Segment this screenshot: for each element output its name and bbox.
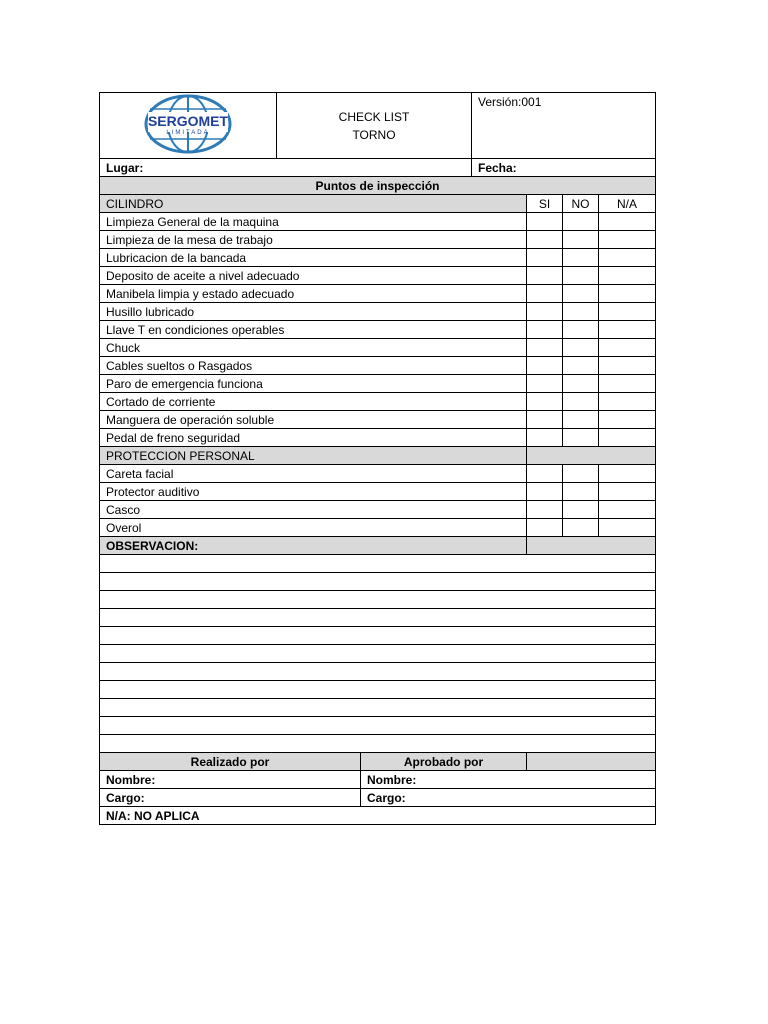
version-label: Versión:001 [472, 93, 656, 159]
header-row [100, 93, 656, 159]
place-field[interactable]: Lugar: [100, 159, 472, 177]
checklist-item: Cortado de corriente [100, 393, 527, 411]
observation-line-row [100, 735, 656, 753]
observation-line-row [100, 591, 656, 609]
done-by-heading: Realizado por [100, 753, 361, 771]
done-by-name-field[interactable]: Nombre: [100, 771, 361, 789]
proteccion-heading-fill [527, 447, 656, 465]
observacion-heading-fill [527, 537, 656, 555]
approved-by-name-field[interactable]: Nombre: [361, 771, 656, 789]
checklist-item-row [100, 303, 656, 321]
na-checkbox[interactable] [599, 249, 656, 267]
na-checkbox[interactable] [599, 411, 656, 429]
no-checkbox[interactable] [563, 519, 599, 537]
na-note: N/A: NO APLICA [100, 807, 656, 825]
checklist-item: Deposito de aceite a nivel adecuado [100, 267, 527, 285]
observation-line-row [100, 699, 656, 717]
na-checkbox[interactable] [599, 393, 656, 411]
checklist-item: Manguera de operación soluble [100, 411, 527, 429]
observation-line[interactable] [100, 645, 656, 663]
checklist-item-row [100, 339, 656, 357]
observation-line-row [100, 573, 656, 591]
observation-line[interactable] [100, 699, 656, 717]
col-no: NO [563, 195, 599, 213]
checklist-item: Cables sueltos o Rasgados [100, 357, 527, 375]
checklist-item-row [100, 465, 656, 483]
si-checkbox[interactable] [527, 501, 563, 519]
no-checkbox[interactable] [563, 285, 599, 303]
na-checkbox[interactable] [599, 231, 656, 249]
note-row [100, 807, 656, 825]
signature-header-row [100, 753, 656, 771]
no-checkbox[interactable] [563, 483, 599, 501]
checklist-sheet [99, 92, 655, 825]
si-checkbox[interactable] [527, 213, 563, 231]
checklist-item: Llave T en condiciones operables [100, 321, 527, 339]
observacion-heading: OBSERVACION: [100, 537, 527, 555]
si-checkbox[interactable] [527, 483, 563, 501]
si-checkbox[interactable] [527, 267, 563, 285]
no-checkbox[interactable] [563, 213, 599, 231]
no-checkbox[interactable] [563, 465, 599, 483]
observation-line-row [100, 555, 656, 573]
checklist-item: Protector auditivo [100, 483, 527, 501]
si-checkbox[interactable] [527, 393, 563, 411]
si-checkbox[interactable] [527, 411, 563, 429]
checklist-item-row [100, 249, 656, 267]
inspection-title-row [100, 177, 656, 195]
observation-line[interactable] [100, 717, 656, 735]
na-checkbox[interactable] [599, 321, 656, 339]
checklist-item-row [100, 231, 656, 249]
checklist-item: Limpieza General de la maquina [100, 213, 527, 231]
checklist-item: Casco [100, 501, 527, 519]
na-checkbox[interactable] [599, 465, 656, 483]
no-checkbox[interactable] [563, 411, 599, 429]
role-row [100, 789, 656, 807]
si-checkbox[interactable] [527, 357, 563, 375]
si-checkbox[interactable] [527, 249, 563, 267]
logo-cell [100, 93, 277, 159]
no-checkbox[interactable] [563, 339, 599, 357]
checklist-item: Careta facial [100, 465, 527, 483]
name-row [100, 771, 656, 789]
observation-line-row [100, 663, 656, 681]
no-checkbox[interactable] [563, 267, 599, 285]
si-checkbox[interactable] [527, 303, 563, 321]
checklist-item-row [100, 285, 656, 303]
proteccion-heading: PROTECCION PERSONAL [100, 447, 527, 465]
title-line-1: CHECK LIST [338, 109, 410, 124]
checklist-item-row [100, 357, 656, 375]
observation-line[interactable] [100, 663, 656, 681]
si-checkbox[interactable] [527, 465, 563, 483]
no-checkbox[interactable] [563, 393, 599, 411]
na-checkbox[interactable] [599, 375, 656, 393]
cilindro-header-row [100, 195, 656, 213]
done-by-role-field[interactable]: Cargo: [100, 789, 361, 807]
si-checkbox[interactable] [527, 375, 563, 393]
checklist-item: Husillo lubricado [100, 303, 527, 321]
observation-line[interactable] [100, 735, 656, 753]
no-checkbox[interactable] [563, 501, 599, 519]
observation-line[interactable] [100, 555, 656, 573]
checklist-item: Paro de emergencia funciona [100, 375, 527, 393]
approved-by-heading: Aprobado por [361, 753, 527, 771]
checklist-item: Limpieza de la mesa de trabajo [100, 231, 527, 249]
observation-line[interactable] [100, 609, 656, 627]
observacion-header-row [100, 537, 656, 555]
na-checkbox[interactable] [599, 285, 656, 303]
no-checkbox[interactable] [563, 375, 599, 393]
checklist-item-row [100, 429, 656, 447]
observation-line-row [100, 627, 656, 645]
logo-subtext: LIMITADA [166, 130, 210, 136]
observation-line-row [100, 645, 656, 663]
checklist-item-row [100, 519, 656, 537]
observation-line[interactable] [100, 591, 656, 609]
place-date-row [100, 159, 656, 177]
checklist-item-row [100, 213, 656, 231]
checklist-item-row [100, 501, 656, 519]
checklist-item: Lubricacion de la bancada [100, 249, 527, 267]
col-na: N/A [599, 195, 656, 213]
col-si: SI [527, 195, 563, 213]
si-checkbox[interactable] [527, 285, 563, 303]
checklist-item-row [100, 393, 656, 411]
na-checkbox[interactable] [599, 519, 656, 537]
no-checkbox[interactable] [563, 321, 599, 339]
observation-line[interactable] [100, 627, 656, 645]
checklist-item: Manibela limpia y estado adecuado [100, 285, 527, 303]
signature-heading-fill [527, 753, 656, 771]
si-checkbox[interactable] [527, 321, 563, 339]
no-checkbox[interactable] [563, 429, 599, 447]
na-checkbox[interactable] [599, 339, 656, 357]
na-checkbox[interactable] [599, 483, 656, 501]
observation-line-row [100, 609, 656, 627]
observation-line[interactable] [100, 681, 656, 699]
si-checkbox[interactable] [527, 339, 563, 357]
checklist-item: Overol [100, 519, 527, 537]
checklist-item-row [100, 375, 656, 393]
checklist-table [99, 92, 656, 825]
checklist-item-row [100, 411, 656, 429]
document-title [277, 93, 472, 159]
cilindro-heading: CILINDRO [100, 195, 527, 213]
no-checkbox[interactable] [563, 231, 599, 249]
checklist-item-row [100, 483, 656, 501]
checklist-item-row [100, 267, 656, 285]
na-checkbox[interactable] [599, 213, 656, 231]
observation-line[interactable] [100, 573, 656, 591]
si-checkbox[interactable] [527, 519, 563, 537]
no-checkbox[interactable] [563, 249, 599, 267]
checklist-item-row [100, 321, 656, 339]
na-checkbox[interactable] [599, 429, 656, 447]
inspection-title: Puntos de inspección [100, 177, 656, 195]
company-logo [142, 93, 234, 155]
na-checkbox[interactable] [599, 501, 656, 519]
na-checkbox[interactable] [599, 357, 656, 375]
proteccion-header-row [100, 447, 656, 465]
si-checkbox[interactable] [527, 429, 563, 447]
no-checkbox[interactable] [563, 357, 599, 375]
title-line-2: TORNO [352, 127, 396, 142]
na-checkbox[interactable] [599, 267, 656, 285]
no-checkbox[interactable] [563, 303, 599, 321]
na-checkbox[interactable] [599, 303, 656, 321]
date-field[interactable]: Fecha: [472, 159, 656, 177]
approved-by-role-field[interactable]: Cargo: [361, 789, 656, 807]
logo-text: SERGOMET [147, 113, 229, 129]
si-checkbox[interactable] [527, 231, 563, 249]
observation-line-row [100, 681, 656, 699]
checklist-item: Chuck [100, 339, 527, 357]
observation-line-row [100, 717, 656, 735]
checklist-item: Pedal de freno seguridad [100, 429, 527, 447]
